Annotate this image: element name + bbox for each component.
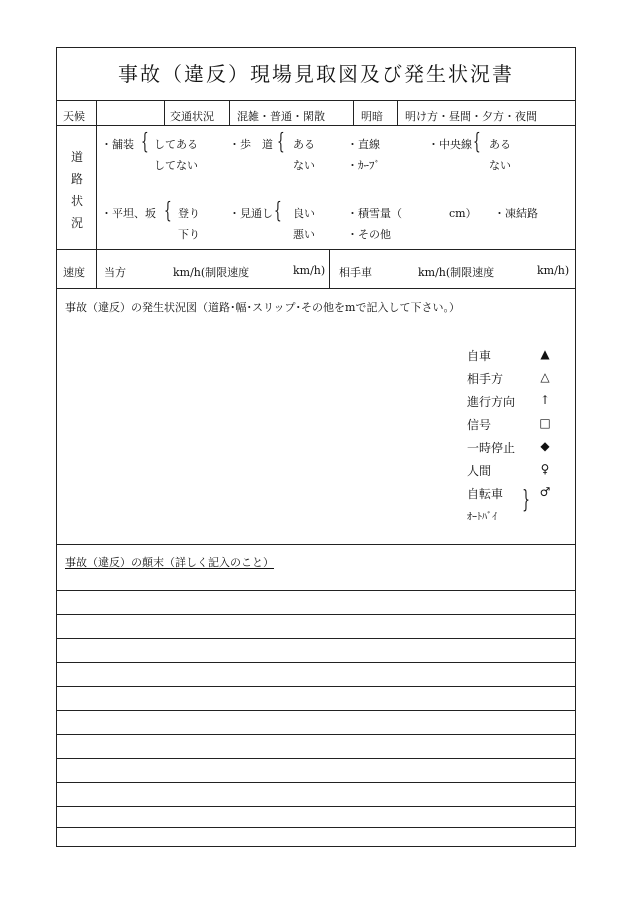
up-arrow-icon: ↑: [539, 393, 551, 407]
visibility-good[interactable]: 良い: [293, 207, 315, 220]
diamond-icon: ◆: [540, 439, 550, 453]
other-speed-label: 相手車: [339, 266, 372, 279]
straight-option[interactable]: ・直線: [347, 138, 380, 151]
slope-up[interactable]: 登り: [178, 207, 200, 220]
outline-triangle-icon: △: [540, 370, 550, 384]
slope-label: ・平坦、坂: [101, 207, 156, 220]
accident-report-form: 事故（違反）現場見取図及び発生状況書 天候 交通状況 混雑・普通・閑散 明暗 明け方・昼間・夕方・夜間 道 路 状 況 ・舗装 { してある してない ・歩 道 { ある ない ・直線 ・ｶｰﾌﾞ ・中央線 { ある ない ・平坦、坂 { 登り 下り ・見通し { 良い 悪い ・積雪量（ cm） ・凍結路 ・その他 速度 当方 km/h(制限速度 km/h) 相手車 km/h(制限速度 km/h) 事故（違反）の発生状況図（道路･幅･スリップ･その他をmで記入して下さい。） 自車 ▲ 相手方 △ 進行方向 ↑ 信号 □ 一時停止 ◆ 人間 ♀ 自転車 ♂ ｵｰﾄﾊﾞｲ { 事故（違反）の顛末（詳しく記入のこと）: [56, 47, 576, 847]
diagram-drawing-area[interactable]: [65, 320, 455, 530]
paving-no[interactable]: してない: [154, 159, 198, 172]
curve-option[interactable]: ・ｶｰﾌﾞ: [347, 159, 380, 172]
median-yes[interactable]: ある: [489, 138, 511, 151]
male-sign-icon: ♂: [539, 485, 551, 499]
other-option[interactable]: ・その他: [347, 228, 391, 241]
details-heading: 事故（違反）の顛末（詳しく記入のこと）: [65, 556, 274, 569]
frozen-road-option[interactable]: ・凍結路: [494, 207, 538, 220]
brace-icon: {: [141, 130, 149, 155]
brace-icon: {: [473, 130, 481, 155]
square-icon: □: [539, 416, 551, 430]
divider: [57, 100, 575, 101]
brace-icon: {: [274, 199, 282, 224]
brace-icon: {: [277, 130, 285, 155]
speed-label: 速度: [63, 266, 85, 279]
slope-down[interactable]: 下り: [178, 228, 200, 241]
own-speed-label: 当方: [104, 266, 126, 279]
other-speed-limit-unit: km/h): [537, 264, 570, 277]
form-title: 事故（違反）現場見取図及び発生状況書: [118, 62, 514, 86]
light-options[interactable]: 明け方・昼間・夕方・夜間: [405, 110, 537, 123]
brace-icon: {: [522, 486, 530, 515]
paving-yes[interactable]: してある: [154, 138, 198, 151]
median-no[interactable]: ない: [489, 159, 511, 172]
own-speed-limit-unit: km/h): [293, 264, 326, 277]
weather-label: 天候: [63, 110, 85, 123]
sidewalk-yes[interactable]: ある: [293, 138, 315, 151]
diagram-instruction: 事故（違反）の発生状況図（道路･幅･スリップ･その他をmで記入して下さい。）: [65, 301, 460, 314]
road-conditions-side-label: 道 路 状 況: [70, 150, 83, 230]
visibility-bad[interactable]: 悪い: [293, 228, 315, 241]
median-label: ・中央線: [428, 138, 472, 151]
brace-icon: {: [164, 199, 172, 224]
visibility-label: ・見通し: [229, 207, 273, 220]
female-sign-icon: ♀: [540, 462, 550, 476]
sidewalk-no[interactable]: ない: [293, 159, 315, 172]
snow-label: ・積雪量（: [347, 207, 402, 220]
own-speed-unit: km/h(制限速度: [173, 266, 250, 279]
traffic-label: 交通状況: [170, 110, 214, 123]
sidewalk-label: ・歩 道: [229, 138, 273, 151]
filled-triangle-icon: ▲: [540, 347, 550, 361]
snow-unit: cm）: [449, 207, 477, 220]
light-label: 明暗: [361, 110, 383, 123]
traffic-options[interactable]: 混雑・普通・閑散: [237, 110, 325, 123]
weather-field[interactable]: [101, 108, 163, 122]
other-speed-unit: km/h(制限速度: [418, 266, 495, 279]
paving-label: ・舗装: [101, 138, 134, 151]
